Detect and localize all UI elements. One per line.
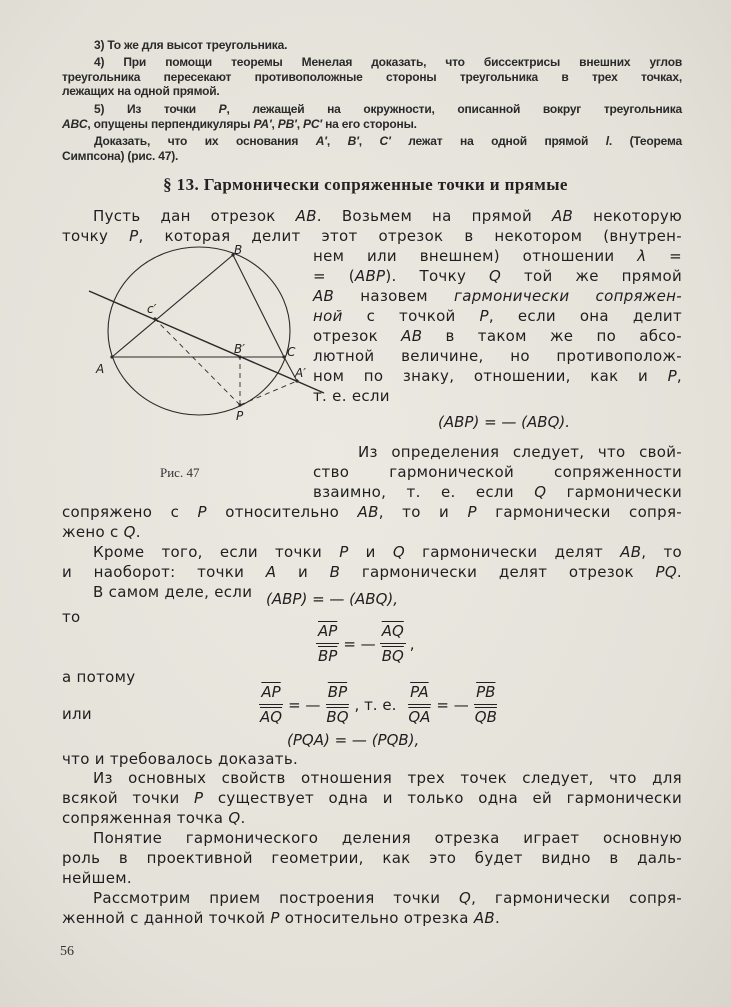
text-segment: а потому bbox=[62, 668, 136, 686]
page-number: 56 bbox=[60, 944, 74, 959]
comma: , bbox=[409, 634, 415, 653]
numerator: $\overline{AQ}$ bbox=[380, 622, 406, 644]
text-line bbox=[62, 849, 682, 868]
text-line bbox=[93, 829, 682, 848]
equals-minus: = — bbox=[288, 695, 321, 714]
text-segment: или bbox=[62, 705, 92, 723]
circumcircle bbox=[108, 247, 290, 415]
math-term: C′ bbox=[379, 134, 391, 148]
equals-minus: = — bbox=[343, 634, 376, 653]
text-segment: роль в проективной геометрии, как это будет видно в даль- bbox=[62, 849, 682, 867]
math-term: PA′ bbox=[253, 117, 272, 131]
text-segment: , то и bbox=[378, 503, 468, 521]
text-segment: , bbox=[358, 134, 380, 148]
text-segment: . (Теорема bbox=[608, 134, 682, 148]
text-line bbox=[62, 503, 682, 522]
triangle-abc bbox=[112, 255, 284, 357]
text-segment: Кроме того, если точки bbox=[93, 543, 340, 561]
text-segment: отрезок bbox=[313, 327, 402, 345]
formula-ratio-2 bbox=[254, 683, 503, 726]
math-term: Q bbox=[459, 889, 472, 907]
text-segment: 4) При помощи теоремы Менелая доказать, что биссектрисы внешних углов bbox=[94, 55, 682, 69]
text-segment: ). Точку bbox=[385, 267, 489, 285]
numerator: $\overline{AP}$ bbox=[259, 683, 282, 705]
numerator: $\overline{PB}$ bbox=[474, 683, 497, 705]
text-segment: взаимно, т. е. если bbox=[313, 483, 535, 501]
math-term: гармонически сопряжен- bbox=[454, 287, 682, 305]
text-segment: , если она делит bbox=[488, 307, 682, 325]
text-segment: всякой точки bbox=[62, 789, 195, 807]
text-segment: Пусть дан отрезок bbox=[93, 207, 296, 225]
text-segment: гармонически делят bbox=[404, 543, 621, 561]
math-term: P bbox=[339, 543, 349, 561]
text-segment: , опущены перпендикуляры bbox=[87, 117, 254, 131]
label-c-prime: c′ bbox=[147, 302, 157, 316]
text-line bbox=[62, 705, 92, 724]
text-segment: некоторую bbox=[573, 207, 683, 225]
label-p: P bbox=[236, 409, 244, 423]
text-segment: т. е. если bbox=[313, 387, 390, 405]
text-segment: точку bbox=[62, 227, 130, 245]
denominator: BQ bbox=[326, 708, 349, 726]
denominator: QB bbox=[474, 708, 497, 726]
label-b-prime: B′ bbox=[234, 342, 245, 356]
math-term: ной bbox=[313, 307, 343, 325]
fraction bbox=[380, 622, 406, 665]
text-line bbox=[62, 789, 682, 808]
text-line bbox=[62, 750, 298, 769]
denominator: BQ bbox=[381, 647, 404, 665]
text-line bbox=[62, 523, 141, 542]
fraction bbox=[406, 683, 432, 726]
math-term: A′ bbox=[315, 134, 327, 148]
text-segment: , bbox=[271, 117, 278, 131]
fraction bbox=[473, 683, 499, 726]
text-segment: 3) То же для высот треугольника. bbox=[94, 38, 288, 52]
text-line bbox=[62, 668, 135, 687]
math-term: P bbox=[667, 367, 677, 385]
math-term: P bbox=[197, 503, 207, 521]
math-term: AB bbox=[295, 207, 317, 225]
text-segment: жено с bbox=[62, 523, 124, 541]
text-segment: в таком же по абсо- bbox=[422, 327, 683, 345]
text-line bbox=[62, 809, 246, 828]
math-term: P bbox=[479, 307, 489, 325]
denominator: QA bbox=[408, 708, 431, 726]
label-a: A bbox=[96, 362, 105, 376]
numerator: $\overline{AP}$ bbox=[316, 622, 339, 644]
text-segment: , bbox=[326, 134, 348, 148]
math-term: l bbox=[605, 134, 609, 148]
math-term: AB bbox=[401, 327, 423, 345]
fraction bbox=[324, 683, 350, 726]
math-term: P bbox=[218, 102, 227, 116]
text-line bbox=[62, 608, 81, 627]
fraction bbox=[258, 683, 284, 726]
math-term: B bbox=[329, 563, 341, 581]
denominator: AQ bbox=[260, 708, 283, 726]
text-segment: , лежащей на окружности, описанной вокруг треугольника bbox=[226, 102, 682, 116]
text-segment: . bbox=[135, 523, 141, 541]
text-segment: Из определения следует, что свой- bbox=[358, 443, 682, 461]
math-term: B′ bbox=[347, 134, 359, 148]
math-term: A bbox=[265, 563, 277, 581]
text-segment: то bbox=[62, 608, 81, 626]
text-segment: , bbox=[676, 367, 682, 385]
text-segment: нейшем. bbox=[62, 869, 132, 887]
math-term: Q bbox=[488, 267, 502, 285]
perpendicular-pc bbox=[155, 319, 240, 405]
numerator: $\overline{PA}$ bbox=[408, 683, 431, 705]
text-segment: лютной величине, но противополож- bbox=[313, 347, 682, 365]
text-line bbox=[93, 889, 682, 908]
text-segment: , bbox=[296, 117, 304, 131]
text-line bbox=[62, 909, 500, 928]
text-segment: Из основных свойств отношения трех точек следует, что для bbox=[93, 769, 682, 787]
text-segment: . bbox=[494, 909, 501, 927]
text-segment: и bbox=[276, 563, 330, 581]
text-segment: нем или внешнем) отношении bbox=[313, 247, 638, 265]
math-term: P bbox=[270, 909, 280, 927]
text-segment: что и требовалось доказать. bbox=[62, 750, 299, 768]
text-segment: сопряженная точка bbox=[62, 809, 229, 827]
math-term: Q bbox=[123, 523, 136, 541]
math-term: P bbox=[194, 789, 204, 807]
text-segment: сопряжено с bbox=[62, 503, 198, 521]
text-segment: треугольника пересекают противоположные стороны треугольника в трех точках, bbox=[62, 70, 682, 84]
math-term: Q bbox=[534, 483, 547, 501]
math-term: AB bbox=[620, 543, 642, 561]
fraction bbox=[316, 622, 339, 665]
math-term: Q bbox=[228, 809, 241, 827]
formula-given: (ABP) = — (ABQ), bbox=[266, 590, 399, 608]
figure-47-diagram bbox=[0, 0, 731, 480]
text-segment: лежащих на одной прямой. bbox=[62, 84, 220, 98]
that-is-text: , т. е. bbox=[354, 695, 397, 714]
math-term: Q bbox=[392, 543, 405, 561]
text-segment: женной с данной точкой bbox=[62, 909, 271, 927]
text-line bbox=[62, 869, 132, 888]
text-segment: . Возьмем на прямой bbox=[316, 207, 552, 225]
equals-minus: = — bbox=[436, 695, 469, 714]
text-segment: . bbox=[240, 809, 246, 827]
formula-ratio-1 bbox=[312, 622, 415, 665]
math-term: P bbox=[467, 503, 477, 521]
label-a-prime: A′ bbox=[295, 366, 306, 380]
denominator: BP bbox=[318, 647, 338, 665]
text-segment: В самом деле, если bbox=[93, 583, 253, 601]
formula-result: (PQA) = — (PQB), bbox=[287, 731, 420, 749]
text-segment: Понятие гармонического деления отрезка играет основную bbox=[93, 829, 682, 847]
text-segment: Симпсона) (рис. 47). bbox=[62, 149, 179, 163]
math-term: λ bbox=[637, 247, 647, 265]
text-line bbox=[313, 483, 682, 502]
label-b: B bbox=[234, 243, 243, 257]
text-line bbox=[93, 583, 252, 602]
text-segment: , которая делит этот отрезок в некотором (внутрен- bbox=[138, 227, 682, 245]
text-segment: = bbox=[646, 247, 683, 265]
text-segment: с точкой bbox=[342, 307, 480, 325]
text-segment: Рассмотрим прием построения точки bbox=[93, 889, 460, 907]
text-segment: существует одна и только одна ей гармонически bbox=[203, 789, 683, 807]
text-segment: гармонически bbox=[546, 483, 682, 501]
text-segment: на его стороны. bbox=[321, 117, 417, 131]
text-segment: относительно bbox=[206, 503, 358, 521]
text-segment: . bbox=[676, 563, 682, 581]
math-term: AB bbox=[473, 909, 495, 927]
label-c: C bbox=[287, 345, 296, 359]
numerator: $\overline{BP}$ bbox=[326, 683, 349, 705]
text-segment: назовем bbox=[334, 287, 455, 305]
text-segment: и наоборот: точки bbox=[62, 563, 266, 581]
math-term: AB bbox=[551, 207, 574, 225]
math-term: AB bbox=[313, 287, 335, 305]
text-segment: , гармонически сопря- bbox=[471, 889, 682, 907]
text-line bbox=[93, 543, 682, 562]
math-term: PB′ bbox=[277, 117, 297, 131]
text-segment: относительно отрезка bbox=[279, 909, 474, 927]
section-heading: § 13. Гармонически сопряженные точки и прямые bbox=[163, 175, 568, 194]
math-term: P bbox=[129, 227, 139, 245]
math-term: PQ bbox=[655, 563, 677, 581]
text-segment: той же прямой bbox=[501, 267, 682, 285]
math-term: ABC bbox=[62, 117, 88, 131]
text-line bbox=[62, 563, 682, 582]
text-segment: лежат на одной прямой bbox=[390, 134, 606, 148]
formula-definition: (ABP) = — (ABQ). bbox=[438, 413, 571, 431]
text-segment: = ( bbox=[313, 267, 355, 285]
text-segment: гармонически делят отрезок bbox=[340, 563, 656, 581]
text-segment: и bbox=[348, 543, 393, 561]
text-segment: ство гармонической сопряженности bbox=[313, 463, 682, 481]
figure-caption: Рис. 47 bbox=[160, 465, 200, 480]
text-line bbox=[93, 769, 682, 788]
math-term: PC′ bbox=[303, 117, 322, 131]
text-segment: , то bbox=[641, 543, 682, 561]
text-segment: Доказать, что их основания bbox=[94, 134, 316, 148]
text-segment: ном по знаку, отношении, как и bbox=[313, 367, 668, 385]
text-segment: 5) Из точки bbox=[94, 102, 219, 116]
math-term: ABP bbox=[354, 267, 386, 285]
text-segment: гармонически сопря- bbox=[476, 503, 683, 521]
math-term: AB bbox=[357, 503, 379, 521]
